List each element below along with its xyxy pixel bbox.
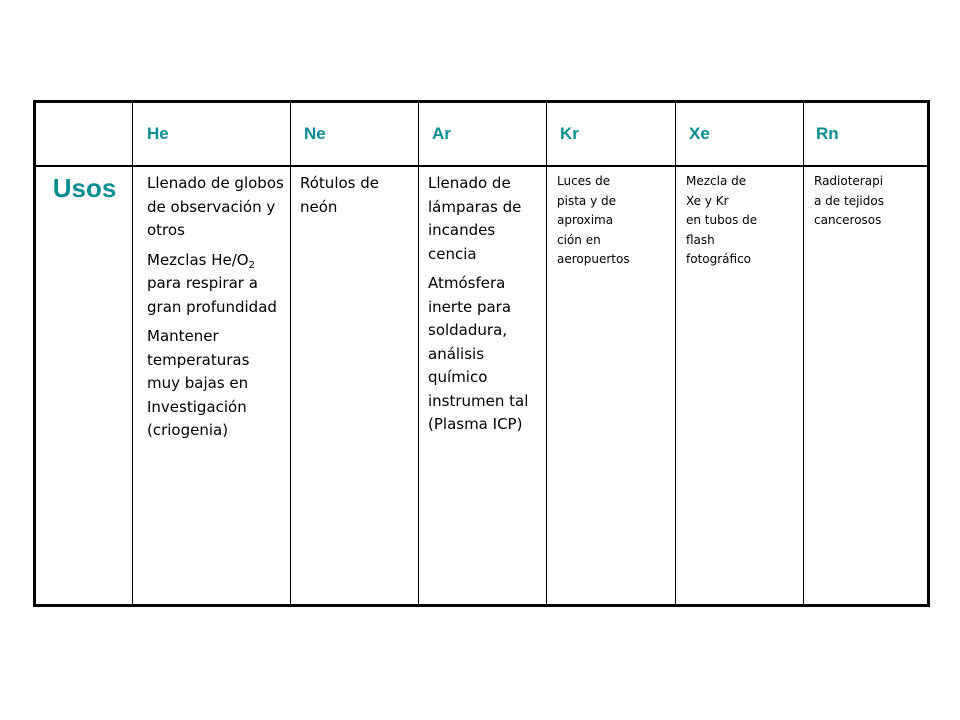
ar-use-lamps: Llenado de lámparas de incandes cencia <box>428 174 522 263</box>
column-divider <box>803 103 804 604</box>
uses-table <box>33 100 930 607</box>
he-use-cryogenics: Mantener temperaturas muy bajas en Investigación (criogenia) <box>147 327 250 439</box>
xe-use-flash-tubes: Mezcla de Xe y Kr en tubos de flash fotográfico <box>686 174 758 266</box>
header-ne: Ne <box>304 124 326 143</box>
ne-use-signs: Rótulos de neón <box>300 174 379 216</box>
header-he: He <box>147 124 169 143</box>
kr-use-runway-lights: Luces de pista y de aproxima ción en aeropuertos <box>557 174 630 266</box>
column-divider <box>546 103 547 604</box>
he-use-breathing: Mezclas $He/O_2$ para respirar a gran profundidad <box>147 250 277 316</box>
row-label-usos: Usos <box>52 173 117 203</box>
cell-rn-uses <box>814 172 928 231</box>
header-divider <box>36 165 927 167</box>
cell-ar-uses <box>428 172 540 437</box>
cell-he-uses <box>147 172 287 443</box>
cell-kr-uses <box>557 172 673 270</box>
column-divider <box>418 103 419 604</box>
he-use-balloons: Llenado de globos de observación y otros <box>147 174 284 239</box>
cell-xe-uses <box>686 172 800 270</box>
header-xe: Xe <box>689 124 710 143</box>
header-rn: Rn <box>816 124 839 143</box>
column-divider <box>290 103 291 604</box>
rn-use-radiotherapy: Radioterapi a de tejidos cancerosos <box>814 174 884 227</box>
header-ar: Ar <box>432 124 451 143</box>
ar-use-inert-atmosphere: Atmósfera inerte para soldadura, análisis químico instrumen tal (Plasma ICP) <box>428 274 529 433</box>
column-divider <box>675 103 676 604</box>
header-kr: Kr <box>560 124 579 143</box>
cell-ne-uses <box>300 172 414 219</box>
